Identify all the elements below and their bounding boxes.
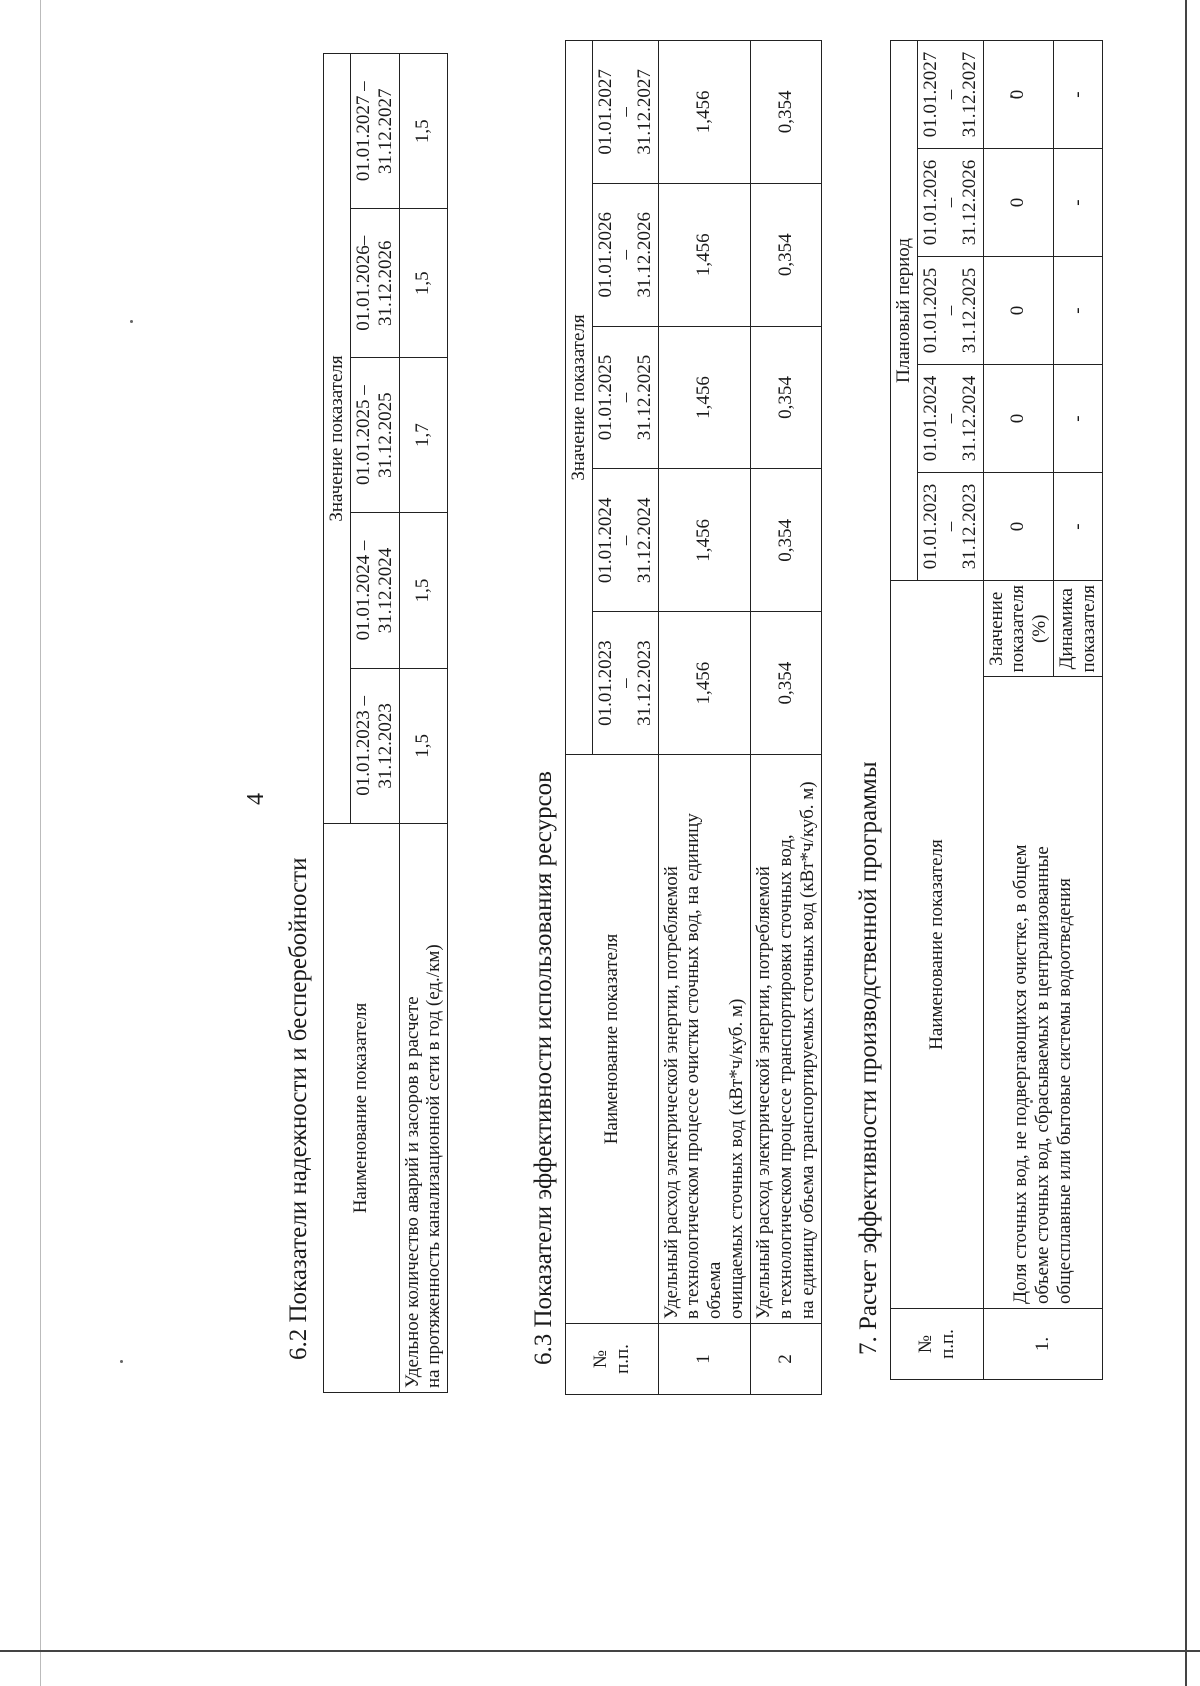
group-header: Плановый период	[891, 41, 918, 581]
indicator-name: Удельный расход электрической энергии, потребляемой в технологическом процессе транспортировки сточных вод, на единицу объема транспортируемых сточных вод (кВт*ч/куб. м)	[751, 755, 822, 1324]
indicator-value: 0,354	[751, 183, 822, 326]
scan-edge-left	[40, 0, 41, 1686]
period-header: 01.01.2024 – 31.12.2024	[917, 365, 983, 473]
scan-edge-bottom	[0, 1650, 1200, 1652]
indicator-value: 1,456	[658, 183, 750, 326]
column-header-number: № п.п.	[566, 1324, 659, 1395]
indicator-value: 1,5	[399, 668, 448, 823]
scan-edge-right	[1185, 0, 1187, 1686]
indicator-name: Удельное количество аварий и засоров в расчете на протяженность канализационной сети в год (ед./км)	[399, 824, 448, 1393]
period-header: 01.01.2027 – 31.12.2027	[592, 41, 658, 184]
group-header: Значение показателя	[324, 54, 351, 824]
sub-indicator-dynamics-label: Динамика показателя	[1054, 581, 1103, 677]
table-row	[751, 41, 822, 1395]
period-header: 01.01.2024 – 31.12.2024	[350, 513, 399, 668]
group-header: Значение показателя	[566, 41, 593, 755]
indicator-value: 1,456	[658, 612, 750, 755]
indicator-value: 1,5	[399, 513, 448, 668]
period-header: 01.01.2025 – 31.12.2025	[917, 257, 983, 365]
indicator-value: 0,354	[751, 469, 822, 612]
period-header: 01.01.2027 – 31.12.2027	[917, 41, 983, 149]
indicator-value: 1,456	[658, 326, 750, 469]
indicator-value: 0,354	[751, 41, 822, 184]
dynamics-value: -	[1054, 257, 1103, 365]
indicator-value: 0	[983, 149, 1054, 257]
period-header: 01.01.2023 – 31.12.2023	[917, 473, 983, 581]
indicator-value: 0,354	[751, 612, 822, 755]
dynamics-value: -	[1054, 473, 1103, 581]
period-header: 01.01.2023 – 31.12.2023	[592, 612, 658, 755]
column-header-name: Наименование показателя	[891, 581, 984, 1309]
row-number: 1.	[983, 1309, 1102, 1380]
period-header: 01.01.2023 – 31.12.2023	[350, 668, 399, 823]
period-header: 01.01.2024 – 31.12.2024	[592, 469, 658, 612]
table-row	[658, 41, 750, 1395]
period-header: 01.01.2026 – 31.12.2026	[592, 183, 658, 326]
period-header: 01.01.2025 – 31.12.2025	[350, 357, 399, 512]
table-header-row	[324, 54, 351, 1393]
dynamics-value: -	[1054, 365, 1103, 473]
indicator-name: Удельный расход электрической энергии, потребляемой в технологическом процессе очистки сточных вод, на единицу объема очищаемых сточных вод (кВт*ч/куб. м)	[658, 755, 750, 1324]
period-header: 01.01.2025 – 31.12.2025	[592, 326, 658, 469]
indicator-value: 0	[983, 41, 1054, 149]
table-row	[399, 54, 448, 1393]
section-6-3-heading: 6.3 Показатели эффективности использования ресурсов	[530, 771, 557, 1365]
indicator-value: 1,7	[399, 357, 448, 512]
period-header: 01.01.2026– 31.12.2026	[350, 209, 399, 358]
column-header-name: Наименование показателя	[324, 824, 400, 1393]
column-header-number: № п.п.	[891, 1309, 984, 1380]
section-6-2-heading: 6.2 Показатели надежности и бесперебойности	[285, 857, 312, 1360]
dynamics-value: -	[1054, 149, 1103, 257]
indicator-value: 0	[983, 473, 1054, 581]
table-header-row	[891, 41, 918, 1380]
row-number: 2	[751, 1324, 822, 1395]
indicator-value: 0	[983, 365, 1054, 473]
reliability-table	[323, 53, 448, 1393]
indicator-name: Доля сточных вод, не подвергающихся очистке, в общем объеме сточных вод, сбрасываемых в централизованные общесплавные или бытовые системы водоотведения	[983, 677, 1102, 1309]
row-number: 1	[658, 1324, 750, 1395]
indicator-value: 1,5	[399, 54, 448, 209]
sub-indicator-value-label: Значение показателя (%)	[983, 581, 1054, 677]
period-header: 01.01.2027 – 31.12.2027	[350, 54, 399, 209]
period-header: 01.01.2026 – 31.12.2026	[917, 149, 983, 257]
rotated-document-page	[165, 51, 1099, 1575]
program-efficiency-table	[890, 40, 1103, 1380]
column-header-name: Наименование показателя	[566, 755, 659, 1324]
indicator-value: 1,456	[658, 469, 750, 612]
scan-speck	[130, 320, 133, 323]
table-row	[983, 41, 1054, 1380]
page-number: 4	[243, 793, 269, 805]
indicator-value: 1,5	[399, 209, 448, 358]
indicator-value: 0,354	[751, 326, 822, 469]
scan-speck	[120, 1360, 123, 1363]
table-header-row	[566, 41, 593, 1395]
dynamics-value: -	[1054, 41, 1103, 149]
section-7-heading: 7. Расчет эффективности производственной программы	[855, 761, 882, 1355]
indicator-value: 1,456	[658, 41, 750, 184]
resource-efficiency-table	[565, 40, 822, 1395]
indicator-value: 0	[983, 257, 1054, 365]
